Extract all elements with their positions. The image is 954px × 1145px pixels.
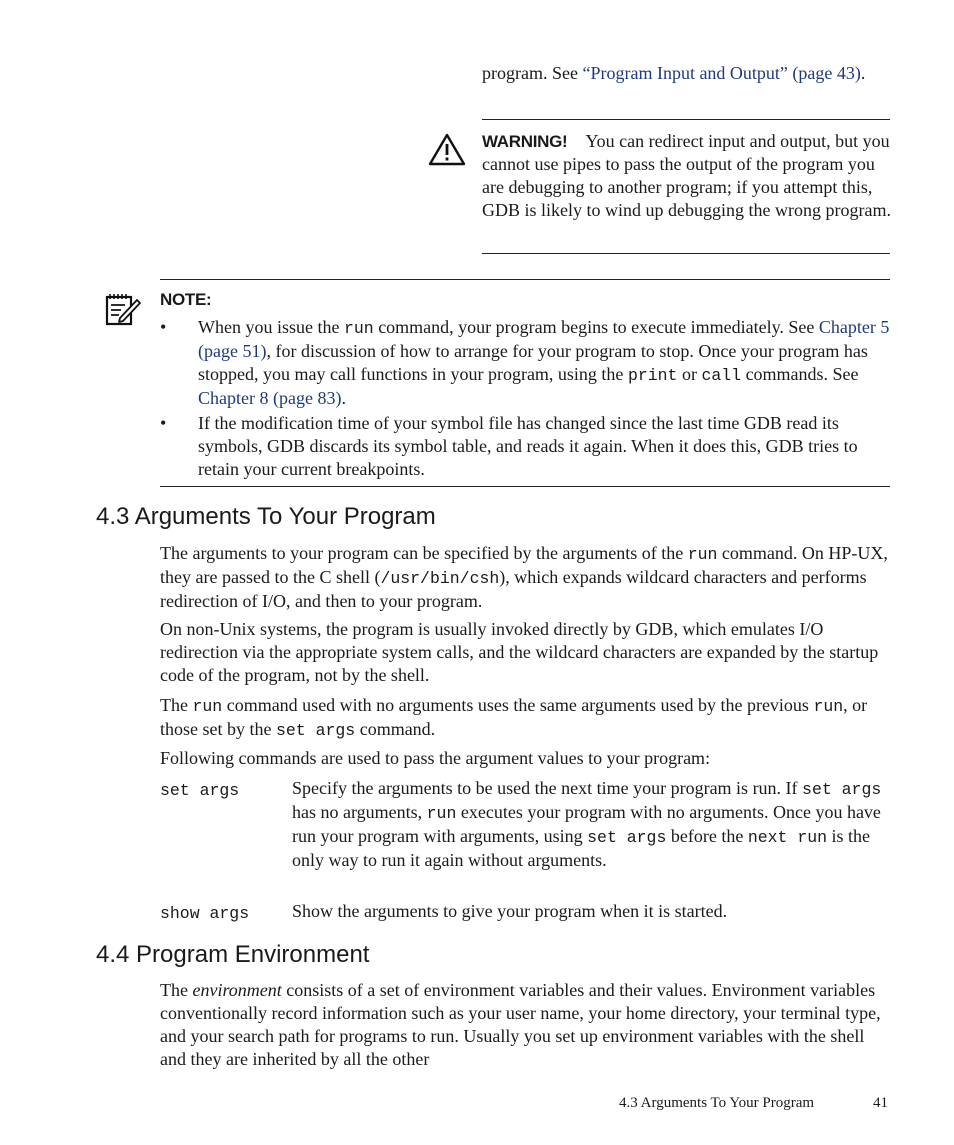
chapter5-link[interactable]: Chapter 5 (page 51) bbox=[198, 317, 890, 361]
top-paragraph: program. See “Program Input and Output” (page 43). bbox=[482, 63, 866, 83]
program-io-link[interactable]: “Program Input and Output” (page 43) bbox=[582, 63, 861, 83]
warning-label: WARNING! bbox=[482, 132, 568, 151]
note-item-2: If the modification time of your symbol file has changed since the last time GDB read its symbols, GDB discards its symbol table, and reads it again. When it does this, GDB tries to retain your current breakpoints. bbox=[198, 413, 858, 479]
def-show-args: Show the arguments to give your program when it is started. bbox=[292, 901, 728, 921]
section-4-3-para-3: The run command used with no arguments uses the same arguments used by the previous run, or those set by the set args command. bbox=[160, 695, 868, 740]
section-4-3-para-2: On non-Unix systems, the program is usually invoked directly by GDB, which emulates I/O redirection via the appropriate system calls, and the wildcard characters are expanded by the startup code of the program, not by the shell. bbox=[160, 619, 879, 685]
warning-bottom-rule bbox=[482, 253, 890, 254]
warning-top-rule bbox=[482, 119, 890, 120]
section-4-3-heading: 4.3 Arguments To Your Program bbox=[96, 503, 436, 530]
section-4-4-heading: 4.4 Program Environment bbox=[96, 941, 370, 968]
note-bullet-2: • bbox=[160, 413, 167, 433]
warning-text: You can redirect input and output, but you cannot use pipes to pass the output of the program you are debugging to another program; if you attempt this, GDB is likely to wind up debugging the wrong program. bbox=[482, 131, 891, 220]
warning-block bbox=[482, 130, 892, 222]
note-top-rule bbox=[160, 279, 890, 280]
note-item-1: When you issue the run command, your program begins to execute immediately. See Chapter 5 (page 51), for discussion of how to arrange for your program to stop. Once your program has stopped, you may call functions in your program, using the print or call commands. See Chapter 8 (page 83). bbox=[198, 317, 890, 408]
note-label: NOTE: bbox=[160, 290, 212, 309]
note-bullet-1: • bbox=[160, 317, 167, 337]
note-bottom-rule bbox=[160, 486, 890, 487]
chapter8-link[interactable]: Chapter 8 (page 83) bbox=[198, 388, 342, 408]
term-set-args: set args bbox=[160, 781, 240, 800]
def-set-args: Specify the arguments to be used the next time your program is run. If set args has no arguments, run executes your program with no arguments. Once you have run your program with arguments, using set args before the next run is the only way to run it again without arguments. bbox=[292, 778, 882, 870]
section-4-3-para-4: Following commands are used to pass the argument values to your program: bbox=[160, 748, 711, 768]
section-4-3-para-1: The arguments to your program can be specified by the arguments of the run command. On HP-UX, they are passed to the C shell (/usr/bin/csh), which expands wildcard characters and performs redirection of I/O, and then to your program. bbox=[160, 543, 888, 611]
term-show-args: show args bbox=[160, 904, 250, 923]
page-number: 41 bbox=[873, 1095, 888, 1111]
warning-triangle-icon bbox=[428, 133, 466, 167]
notepad-icon bbox=[104, 291, 142, 327]
section-4-4-para-1: The environment consists of a set of environment variables and their values. Environment variables conventionally record information such as your user name, your home directory, your terminal type, and your search path for programs to run. Usually you set up environment variables with the shell and they are inherited by all the other bbox=[160, 980, 881, 1069]
footer-section-title: 4.3 Arguments To Your Program bbox=[619, 1095, 815, 1111]
